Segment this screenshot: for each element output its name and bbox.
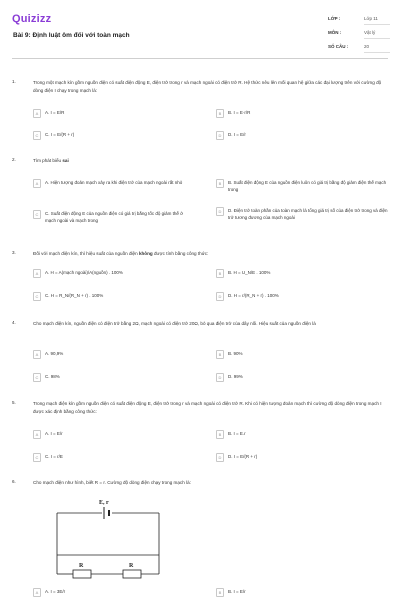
option-letter: B [216, 109, 224, 118]
option-letter: A [33, 269, 41, 278]
question-text: Tìm phát biểu sai [33, 158, 69, 163]
option-c[interactable] [33, 373, 183, 382]
option-b[interactable] [216, 430, 386, 439]
resistor-1-label: R [79, 563, 84, 569]
option-text: B. H = U_N/E . 100% [228, 270, 271, 275]
option-letter: B [216, 179, 224, 188]
resistor-2-label: R [129, 563, 134, 569]
option-letter: C [33, 292, 41, 301]
option-letter: C [33, 453, 41, 462]
question-number: 4. [12, 320, 16, 325]
option-letter: B [216, 588, 224, 597]
worksheet-meta [328, 16, 390, 58]
option-text: B. 90% [228, 351, 243, 356]
option-letter: B [216, 269, 224, 278]
meta-label: MÔN : [328, 30, 342, 35]
meta-value: 20 [364, 44, 390, 53]
option-d[interactable] [216, 207, 388, 221]
option-text: A. I = 3E/r [45, 589, 66, 594]
option-a[interactable] [33, 269, 193, 278]
option-c[interactable] [33, 210, 193, 224]
option-letter: D [216, 373, 224, 382]
option-text: C. I = r/E [45, 454, 63, 459]
option-letter: A [33, 179, 41, 188]
option-c[interactable] [33, 453, 183, 462]
option-b[interactable] [216, 350, 386, 359]
option-a[interactable] [33, 179, 193, 188]
option-letter: C [33, 131, 41, 140]
option-a[interactable] [33, 109, 183, 118]
option-text: C. 98% [45, 374, 60, 379]
option-text: B. I = E/r [228, 589, 246, 594]
option-text: D. I = E/(R + r) [228, 454, 258, 459]
page-title: Bài 9: Định luật ôm đối với toàn mạch [13, 32, 130, 39]
option-c[interactable] [33, 131, 183, 140]
quizizz-logo: Quizizz [12, 13, 52, 25]
option-letter: D [216, 207, 224, 216]
option-letter: D [216, 292, 224, 301]
option-letter: B [216, 430, 224, 439]
resistor-1 [73, 570, 91, 578]
option-letter: A [33, 109, 41, 118]
source-label: E, r [99, 500, 109, 506]
question-number: 5. [12, 400, 16, 405]
meta-label: LỚP : [328, 16, 341, 21]
option-text: B. Suất điện động E của nguồn điện luôn có giá trị bằng độ giảm điện thế mạch trong [228, 180, 387, 192]
option-d[interactable] [216, 292, 388, 301]
option-a[interactable] [33, 588, 183, 597]
option-text: A. 90,9% [45, 351, 64, 356]
option-text: A. H = A(mạch ngoài)/A(nguồn) . 100% [45, 270, 123, 275]
meta-value: Vật lý [364, 30, 390, 39]
question-number: 2. [12, 157, 16, 162]
option-text: A. I = E/R [45, 110, 65, 115]
meta-value: Lớp 11 [364, 16, 390, 25]
question-text: Cho mạch điện kín, nguồn điện có điện trở bằng 2Ω, mạch ngoài có điện trở 20Ω, bỏ qua điện trở của dây nối. Hiệu suất của nguồn điện là [33, 321, 316, 326]
circuit-diagram [49, 497, 167, 583]
option-letter: B [216, 350, 224, 359]
option-d[interactable] [216, 131, 386, 140]
option-text: C. H = R_N/(R_N + r) . 100% [45, 293, 104, 298]
option-letter: D [216, 453, 224, 462]
option-b[interactable] [216, 109, 386, 118]
header-divider [12, 58, 388, 59]
option-b[interactable] [216, 269, 388, 278]
question-text: Đối với mạch điện kín, thì hiệu suất của nguồn điện không được tính bằng công thức: [33, 251, 209, 256]
option-letter: C [33, 210, 41, 219]
option-letter: D [216, 131, 224, 140]
option-b[interactable] [216, 179, 388, 193]
question-number: 3. [12, 250, 16, 255]
option-text: D. Điện trở toàn phần của toàn mạch là tổng giá trị số của điện trở trong và điện trở tương đương của mạch ngoài [228, 208, 388, 220]
option-b[interactable] [216, 588, 386, 597]
question-text: Cho mạch điện như hình, biết R = r. Cường độ dòng điện chạy trong mạch là: [33, 480, 191, 485]
option-text: C. Suất điện động E của nguồn điện có giá trị bằng tốc độ giảm thế ở mạch ngoài và mạch trong [45, 211, 184, 223]
option-text: A. I = E/r [45, 431, 63, 436]
meta-label: SỐ CÂU : [328, 44, 349, 49]
option-c[interactable] [33, 292, 193, 301]
question-number: 6. [12, 479, 16, 484]
option-letter: C [33, 373, 41, 382]
question-text: Trong một mạch kín gồm nguồn điện có suất điện động E, điện trở trong r và mạch ngoài có điện trở R. Hệ thức nêu lên mối quan hệ giữa các đại lượng trên với cường độ dòng điện I chạy trong mạch là: [33, 80, 382, 93]
resistor-2 [123, 570, 141, 578]
question-number: 1. [12, 79, 16, 84]
meta-row-subject [328, 30, 390, 44]
option-d[interactable] [216, 453, 386, 462]
option-d[interactable] [216, 373, 386, 382]
meta-row-class [328, 16, 390, 30]
option-a[interactable] [33, 430, 183, 439]
option-text: D. 99% [228, 374, 243, 379]
option-letter: A [33, 350, 41, 359]
option-text: B. I = E.r [228, 431, 246, 436]
meta-row-count [328, 44, 390, 58]
option-text: C. I = E/(R + r) [45, 132, 75, 137]
option-text: B. I = E·r/R [228, 110, 251, 115]
option-text: D. H = r/(R_N + r) . 100% [228, 293, 279, 298]
option-a[interactable] [33, 350, 183, 359]
option-letter: A [33, 430, 41, 439]
option-text: D. I = E/r [228, 132, 246, 137]
option-letter: A [33, 588, 41, 597]
option-text: A. Hiện tượng đoản mạch xảy ra khi điện trở của mạch ngoài rất nhỏ [45, 180, 183, 185]
question-text: Trong mạch điện kín gồm nguồn điện có suất điện động E, điện trở trong r và mạch ngoài có điện trở R. Khi có hiện tượng đoản mạch thì cường độ dòng điện trong mạch I được xác định bằng công thức: [33, 401, 382, 414]
